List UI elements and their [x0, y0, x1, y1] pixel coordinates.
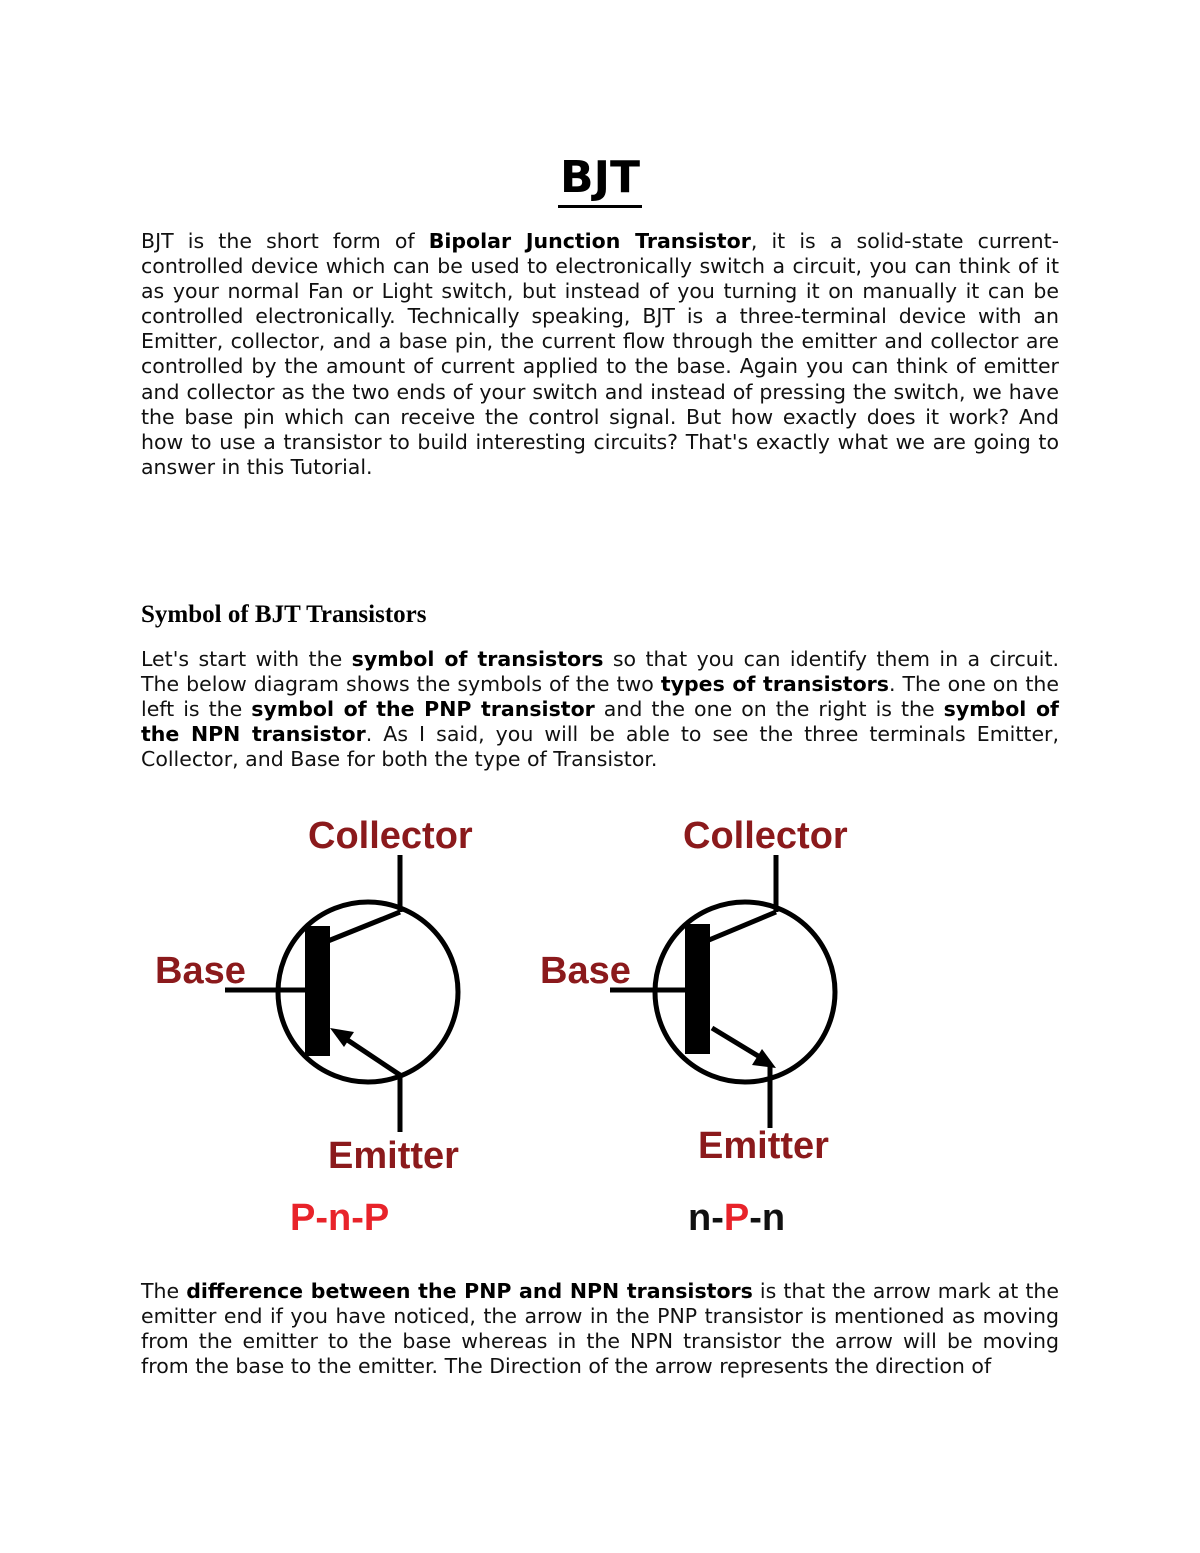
pnp-collector-label: Collector — [308, 815, 473, 857]
symbols-bold-2: types of transistors — [660, 672, 889, 697]
npn-symbol — [540, 815, 848, 1239]
symbols-text-2: so that you can identify them in a circuit. The below diagram shows the symbols of the two — [141, 647, 1059, 697]
symbols-text-3: . The one on the left is the — [141, 672, 1059, 722]
pnp-base-label: Base — [155, 950, 246, 992]
npn-code-p: P — [723, 1197, 750, 1239]
symbols-text-5: . As I said, you will be able to see the three terminals Emitter, Collector, and Base for both the type of Transistor. — [141, 722, 1059, 772]
difference-bold-1: difference between the PNP and NPN transistors — [186, 1279, 753, 1303]
pnp-collector-wire — [318, 912, 400, 945]
npn-doping-code — [688, 1197, 785, 1239]
intro-paragraph — [141, 229, 1059, 480]
section-heading: Symbol of BJT Transistors — [141, 601, 427, 628]
npn-code-n1: n- — [688, 1197, 724, 1239]
pnp-code-n: -n- — [315, 1197, 364, 1239]
difference-text-1: The — [141, 1279, 187, 1303]
symbols-bold-4: symbol of the NPN transistor — [141, 697, 1059, 747]
page-title — [0, 150, 1200, 206]
pnp-symbol — [155, 815, 473, 1239]
npn-base-bar — [685, 924, 710, 1054]
intro-text-1: BJT is the short form of — [141, 229, 429, 253]
pnp-code-p1: P — [290, 1197, 316, 1239]
pnp-code-p2: P — [363, 1197, 390, 1239]
pnp-emitter-label: Emitter — [328, 1135, 459, 1177]
transistor-symbols-diagram — [140, 800, 900, 1250]
npn-base-label: Base — [540, 950, 631, 992]
symbols-text-4: and the one on the right is the — [594, 697, 944, 722]
symbols-paragraph — [141, 647, 1059, 772]
symbols-bold-1: symbol of transistors — [351, 647, 604, 671]
difference-text-2: is that the arrow mark at the emitter end if you have noticed, the arrow in the PNP transistor is mentioned as moving from the emitter to the base whereas in the NPN transistor the arrow will be moving from the base to the emitter. The Direction of the arrow represents the direction of — [141, 1279, 1059, 1379]
intro-bold-1: Bipolar Junction Transistor — [428, 229, 751, 253]
pnp-base-bar — [305, 926, 330, 1056]
symbols-text-1: Let's start with the — [141, 647, 352, 671]
npn-collector-label: Collector — [683, 815, 848, 857]
symbols-bold-3: symbol of the PNP transistor — [251, 697, 595, 722]
pnp-emitter-wire — [340, 1035, 400, 1075]
pnp-doping-code — [290, 1197, 389, 1239]
page-title-text: BJT — [558, 152, 642, 208]
difference-paragraph — [141, 1279, 1059, 1379]
intro-text-2: , it is a solid-state current-controlled device which can be used to electronically switch a circuit, you can think of it as your normal Fan or Light switch, but instead of you turning it on manually it can be controlled electronically. Technically speaking, BJT is a three-terminal device with an Emitter, collector, and a base pin, the current flow through the emitter and collector are controlled by the amount of current applied to the base. Again you can think of emitter and collector as the two ends of your switch and instead of pressing the switch, we have the base pin which can receive the control signal. But how exactly does it work? And how to use a transistor to build interesting circuits? That's exactly what we are going to answer in this Tutorial. — [141, 229, 1059, 479]
npn-code-n2: -n — [749, 1197, 786, 1239]
npn-emitter-label: Emitter — [698, 1125, 829, 1167]
